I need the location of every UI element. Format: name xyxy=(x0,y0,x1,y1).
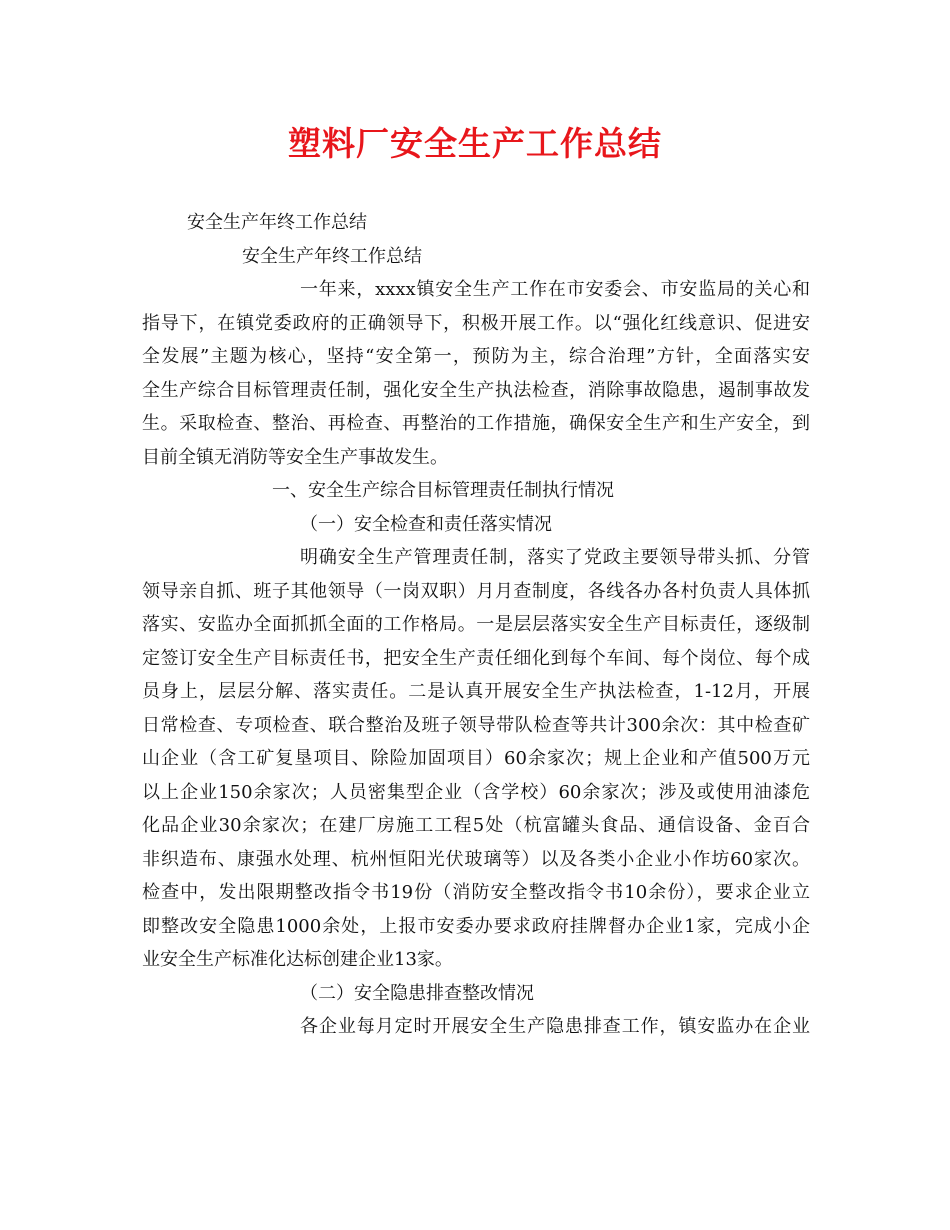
subsection-heading: （一）安全检查和责任落实情况 xyxy=(300,513,552,535)
paragraph-line: 明确安全生产管理责任制，落实了党政主要领导带头抓、分管 xyxy=(300,547,810,568)
paragraph-line: 化品企业30余家次；在建厂房施工工程5处（杭富罐头食品、通信设备、金百合 xyxy=(142,815,810,836)
paragraph-line: 领导亲自抓、班子其他领导（一岗双职）月月查制度，各线各办各村负责人具体抓 xyxy=(142,580,810,602)
paragraph-line: 以上企业150余家次；人员密集型企业（含学校）60余家次；涉及或使用油漆危 xyxy=(142,781,810,803)
paragraph-line: 山企业（含工矿复垦项目、除险加固项目）60余家次；规上企业和产值500万元 xyxy=(142,748,810,769)
document-body xyxy=(142,206,810,1044)
subsection-heading: （二）安全隐患排查整改情况 xyxy=(300,982,534,1004)
paragraph-line: 一年来，xxxx镇安全生产工作在市安委会、市安监局的关心和 xyxy=(300,279,810,300)
paragraph-line: 业安全生产标准化达标创建企业13家。 xyxy=(142,949,453,970)
paragraph-line: 即整改安全隐患1000余处，上报市安委办要求政府挂牌督办企业1家，完成小企 xyxy=(142,915,810,937)
paragraph-line: 全生产综合目标管理责任制，强化安全生产执法检查，消除事故隐患，遏制事故发 xyxy=(142,379,810,401)
paragraph-line: 检查中，发出限期整改指令书19份（消防安全整改指令书10余份），要求企业立 xyxy=(142,882,810,903)
paragraph-line: 日常检查、专项检查、联合整治及班子领导带队检查等共计300余次：其中检查矿 xyxy=(142,714,810,736)
paragraph-line: 指导下，在镇党委政府的正确领导下，积极开展工作。以“强化红线意识、促进安 xyxy=(142,312,810,334)
paragraph-line: 落实、安监办全面抓抓全面的工作格局。一是层层落实安全生产目标责任，逐级制 xyxy=(142,614,810,635)
paragraph-line: 全发展”主题为核心，坚持“安全第一，预防为主，综合治理”方针，全面落实安 xyxy=(142,346,810,367)
paragraph-line: 员身上，层层分解、落实责任。二是认真开展安全生产执法检查，1-12月，开展 xyxy=(142,681,810,702)
paragraph-line: 生。采取检查、整治、再检查、再整治的工作措施，确保安全生产和生产安全，到 xyxy=(142,413,810,434)
subtitle-line-repeat: 安全生产年终工作总结 xyxy=(242,245,422,267)
section-heading: 一、安全生产综合目标管理责任制执行情况 xyxy=(272,480,614,501)
subtitle-line: 安全生产年终工作总结 xyxy=(187,212,367,233)
paragraph-line: 各企业每月定时开展安全生产隐患排查工作，镇安监办在企业 xyxy=(300,1016,810,1037)
paragraph-line: 非织造布、康强水处理、杭州恒阳光伏玻璃等）以及各类小企业小作坊60家次。 xyxy=(142,848,810,870)
paragraph-line: 定签订安全生产目标责任书，把安全生产责任细化到每个车间、每个岗位、每个成 xyxy=(142,647,810,669)
document-title: 塑料厂安全生产工作总结 xyxy=(288,124,662,163)
paragraph-line: 目前全镇无消防等安全生产事故发生。 xyxy=(142,446,448,468)
